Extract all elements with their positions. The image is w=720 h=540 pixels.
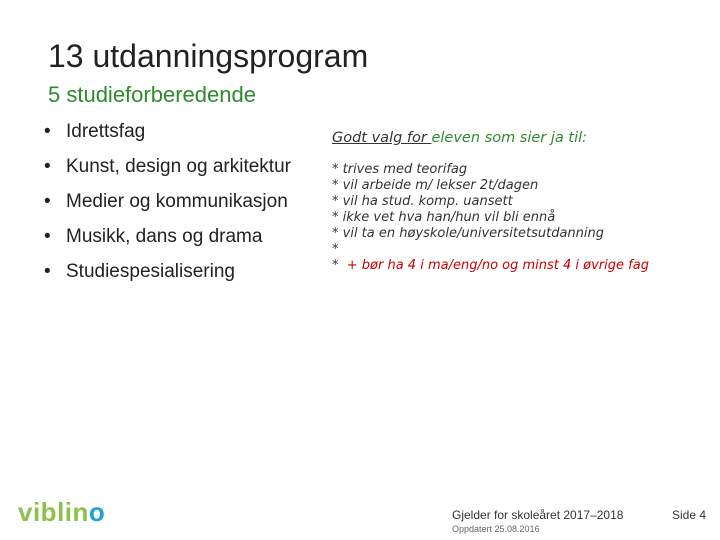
criteria-item: * ikke vet hva han/hun vil bli ennå bbox=[332, 210, 556, 225]
program-item-idrettsfag: • Idrettsfag bbox=[44, 118, 291, 153]
criteria-header bbox=[332, 130, 649, 146]
criteria-note bbox=[332, 258, 649, 274]
criteria-item: * vil ta en høyskole/universitetsutdanning bbox=[332, 226, 604, 241]
criteria-item: * vil ha stud. komp. uansett bbox=[332, 194, 513, 209]
logo-text-n: n bbox=[72, 497, 89, 527]
logo-text-o: o bbox=[88, 497, 106, 527]
criteria-item: * trives med teorifag bbox=[332, 162, 468, 177]
criteria-panel bbox=[332, 130, 649, 274]
program-list bbox=[44, 118, 291, 293]
criteria-list bbox=[332, 162, 649, 274]
program-item-medier-kommunikasjon: • Medier og kommunikasjon bbox=[44, 188, 291, 223]
criteria-header-tail: eleven som sier ja til: bbox=[431, 130, 588, 146]
vilbli-logo bbox=[18, 497, 105, 528]
page-number: Side 4 bbox=[671, 508, 706, 522]
criteria-note-star: * bbox=[332, 258, 339, 273]
logo-text-i: i bbox=[64, 497, 73, 527]
program-item-kunst-design-arkitektur: • Kunst, design og arkitektur bbox=[44, 153, 291, 188]
updated-date: Oppdatert 25.08.2016 bbox=[452, 524, 540, 534]
program-item-studiespesialisering: • Studiespesialisering bbox=[44, 258, 291, 293]
slide-subtitle: 5 studieforberedende bbox=[48, 82, 256, 107]
criteria-item: * bbox=[332, 242, 339, 257]
program-item-musikk-dans-drama: • Musikk, dans og drama bbox=[44, 223, 291, 258]
slide-title: 13 utdanningsprogram bbox=[48, 38, 369, 74]
criteria-note-text: + bør ha 4 i ma/eng/no og minst 4 i øvrige fag bbox=[338, 258, 649, 273]
logo-text-start: vibl bbox=[18, 497, 65, 527]
criteria-header-lead: Godt valg for bbox=[332, 130, 432, 146]
criteria-item: * vil arbeide m/ lekser 2t/dagen bbox=[332, 178, 539, 193]
school-year-note: Gjelder for skoleåret 2017–2018 bbox=[452, 508, 624, 522]
